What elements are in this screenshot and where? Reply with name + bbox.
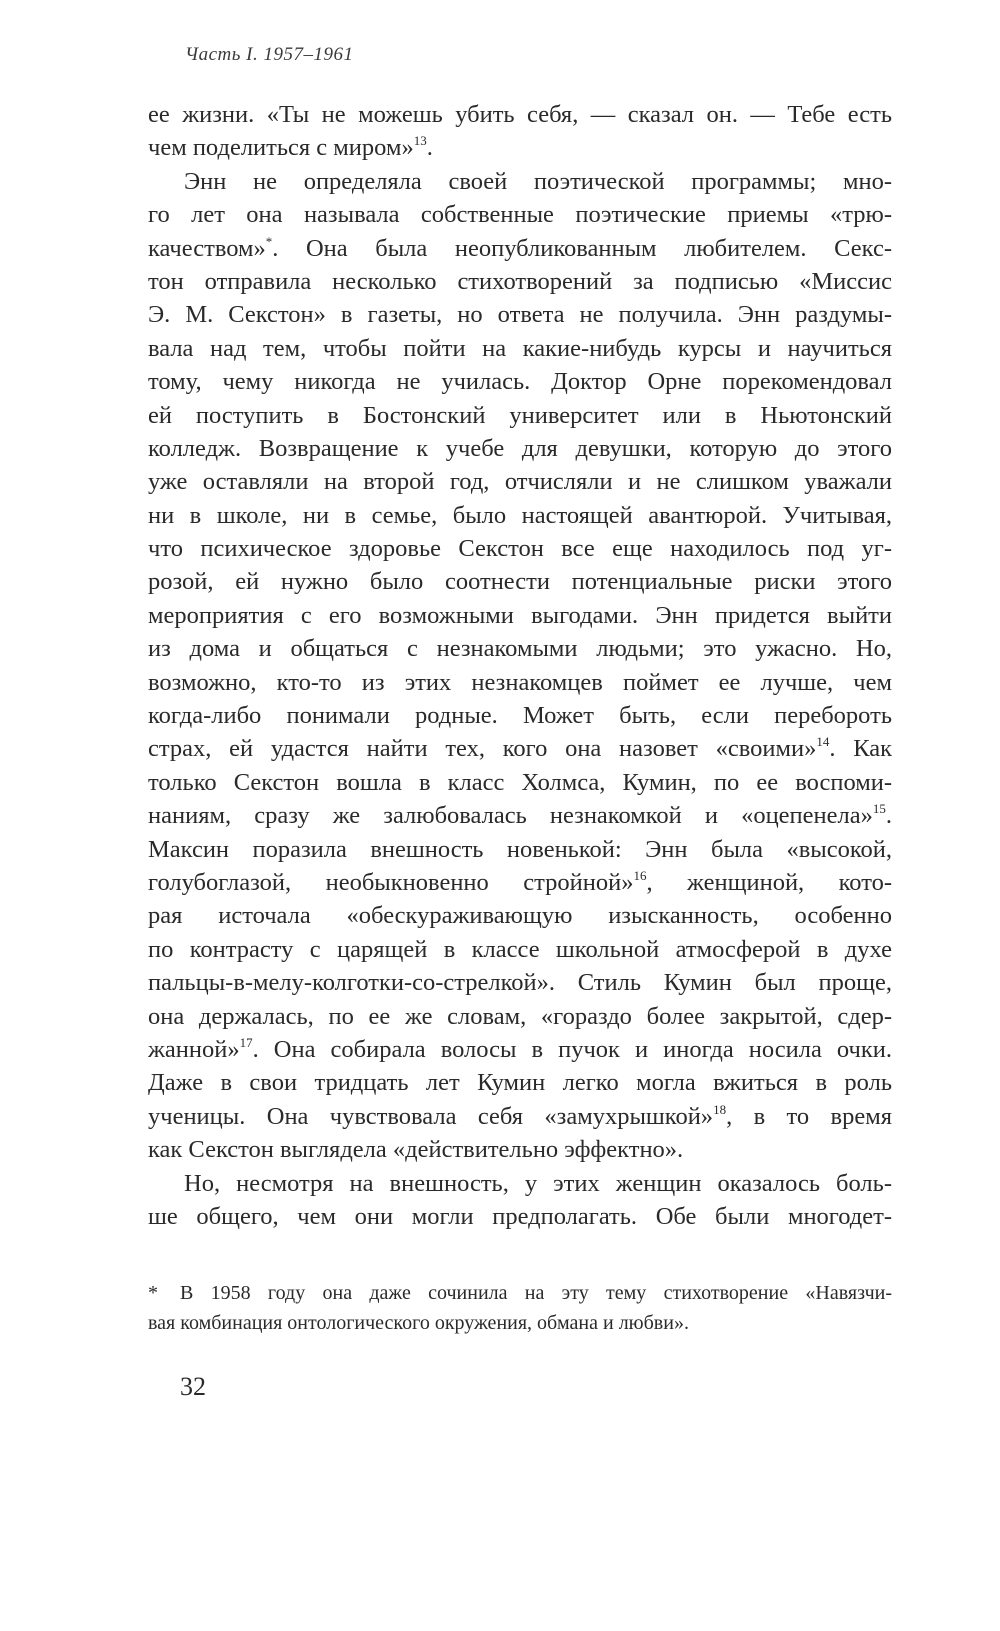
text-line bbox=[148, 699, 892, 732]
text-line bbox=[148, 232, 892, 265]
footnote-reference: 14 bbox=[816, 734, 830, 750]
line-text: голубоглазой, необыкновенно стройной» bbox=[148, 868, 634, 896]
line-text: уже оставляли на второй год, отчисляли и не слишком уважали bbox=[148, 468, 892, 496]
text-line bbox=[148, 165, 892, 198]
line-text: она держалась, по ее же словам, «гораздо более закрытой, сдер- bbox=[148, 1002, 892, 1030]
line-text: качеством» bbox=[148, 234, 266, 262]
line-text: жанной» bbox=[148, 1035, 240, 1063]
line-text: по контрасту с царящей в классе школьной атмосферой в духе bbox=[148, 935, 892, 963]
text-line bbox=[148, 399, 892, 432]
line-text-continued: , женщиной, кото- bbox=[646, 868, 892, 896]
footnote-line bbox=[148, 1278, 892, 1308]
running-head: Часть I. 1957–1961 bbox=[185, 44, 354, 65]
text-line bbox=[148, 465, 892, 498]
footnote-reference: 15 bbox=[872, 801, 886, 817]
line-text: ше общего, чем они могли предполагать. Обе были многодет- bbox=[148, 1202, 892, 1230]
line-text: мероприятия с его возможными выгодами. Энн придется выйти bbox=[148, 601, 892, 629]
text-line bbox=[148, 632, 892, 665]
text-line bbox=[148, 1133, 892, 1166]
line-text: как Секстон выглядела «действительно эффектно». bbox=[148, 1136, 684, 1164]
text-line bbox=[148, 599, 892, 632]
text-line bbox=[148, 1033, 892, 1066]
text-line bbox=[148, 198, 892, 231]
text-line bbox=[148, 565, 892, 598]
text-line bbox=[148, 131, 892, 164]
text-line bbox=[148, 332, 892, 365]
line-text: го лет она называла собственные поэтические приемы «трю- bbox=[148, 201, 892, 229]
text-line bbox=[148, 899, 892, 932]
line-text: ни в школе, ни в семье, было настоящей авантюрой. Учитывая, bbox=[148, 501, 892, 529]
text-line bbox=[148, 666, 892, 699]
line-text: розой, ей нужно было соотнести потенциальные риски этого bbox=[148, 568, 892, 596]
line-text: пальцы-в-мелу-колготки-со-стрелкой». Стиль Кумин был проще, bbox=[148, 969, 892, 997]
line-text: Энн не определяла своей поэтической программы; мно- bbox=[184, 167, 892, 195]
body-text bbox=[148, 98, 892, 1233]
line-text: из дома и общаться с незнакомыми людьми; это ужасно. Но, bbox=[148, 635, 892, 663]
text-line bbox=[148, 799, 892, 832]
line-text: только Секстон вошла в класс Холмса, Кумин, по ее воспоми- bbox=[148, 768, 892, 796]
text-line bbox=[148, 1100, 892, 1133]
line-text: Но, несмотря на внешность, у этих женщин оказалось боль- bbox=[184, 1169, 892, 1197]
line-text-continued: . Она собирала волосы в пучок и иногда носила очки. bbox=[252, 1035, 892, 1063]
line-text: возможно, кто-то из этих незнакомцев поймет ее лучше, чем bbox=[148, 668, 892, 696]
line-text: страх, ей удастся найти тех, кого она назовет «своими» bbox=[148, 735, 817, 763]
text-line bbox=[148, 933, 892, 966]
text-line bbox=[148, 98, 892, 131]
text-line bbox=[148, 866, 892, 899]
text-line bbox=[148, 833, 892, 866]
line-text: рая источала «обескураживающую изысканность, особенно bbox=[148, 902, 892, 930]
footnote-reference: 17 bbox=[239, 1034, 253, 1050]
text-line bbox=[148, 298, 892, 331]
text-line bbox=[148, 1167, 892, 1200]
line-text: ей поступить в Бостонский университет или в Ньютонский bbox=[148, 401, 892, 429]
footnote-reference: 13 bbox=[413, 133, 427, 149]
footnote-line: вая комбинация онтологического окружения, обмана и любви». bbox=[148, 1312, 689, 1334]
line-text: когда-либо понимали родные. Может быть, если перебороть bbox=[148, 702, 892, 730]
footnote-reference: * bbox=[265, 233, 273, 249]
text-line bbox=[148, 532, 892, 565]
line-text: Э. М. Секстон» в газеты, но ответа не получила. Энн раздумы- bbox=[148, 301, 892, 329]
text-line bbox=[148, 1200, 892, 1233]
footnote-reference: 16 bbox=[633, 867, 647, 883]
line-text-continued: . bbox=[426, 134, 433, 162]
line-text-continued: , в то время bbox=[726, 1102, 892, 1130]
footnote-reference: 18 bbox=[713, 1101, 727, 1117]
text-line bbox=[148, 265, 892, 298]
footnote bbox=[148, 1278, 892, 1338]
line-text-continued: . Как bbox=[829, 735, 893, 763]
text-line bbox=[148, 1000, 892, 1033]
line-text: тон отправила несколько стихотворений за подписью «Миссис bbox=[148, 267, 892, 295]
line-text: тому, чему никогда не училась. Доктор Орне порекомендовал bbox=[148, 368, 892, 396]
footnote-marker: * bbox=[148, 1282, 158, 1304]
text-line bbox=[148, 432, 892, 465]
text-line bbox=[148, 766, 892, 799]
footnote-text: В 1958 году она даже сочинила на эту тему стихотворение «Навязчи- bbox=[180, 1282, 892, 1304]
line-text: Даже в свои тридцать лет Кумин легко могла вжиться в роль bbox=[148, 1069, 892, 1097]
line-text: ее жизни. «Ты не можешь убить себя, — сказал он. — Тебе есть bbox=[148, 101, 892, 128]
text-line bbox=[148, 966, 892, 999]
line-text: вала над тем, чтобы пойти на какие-нибудь курсы и научиться bbox=[148, 334, 892, 362]
line-text-continued: . Она была неопубликованным любителем. Секс- bbox=[272, 234, 892, 262]
line-text: что психическое здоровье Секстон все еще находилось под уг- bbox=[148, 535, 892, 563]
line-text: чем поделиться с миром» bbox=[148, 134, 414, 162]
line-text: Максин поразила внешность новенькой: Энн была «высокой, bbox=[148, 835, 892, 863]
line-text: наниям, сразу же залюбовалась незнакомкой и «оцепенела» bbox=[148, 802, 873, 830]
line-text-continued: . bbox=[885, 802, 892, 830]
text-line bbox=[148, 732, 892, 765]
text-line bbox=[148, 499, 892, 532]
line-text: колледж. Возвращение к учебе для девушки, которую до этого bbox=[148, 434, 892, 462]
page-number: 32 bbox=[180, 1372, 206, 1401]
text-line bbox=[148, 365, 892, 398]
line-text: ученицы. Она чувствовала себя «замухрышкой» bbox=[148, 1102, 714, 1130]
text-line bbox=[148, 1066, 892, 1099]
